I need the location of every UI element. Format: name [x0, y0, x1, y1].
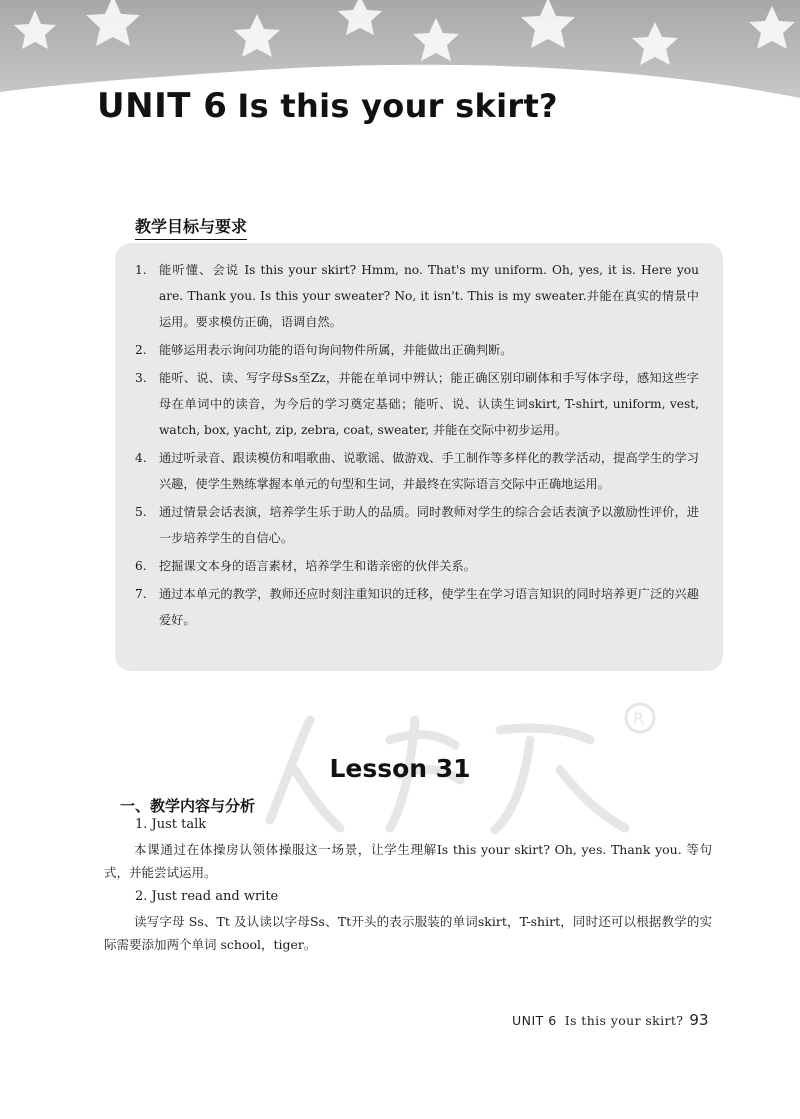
- objective-item: [135, 365, 699, 443]
- header-banner: [0, 0, 800, 150]
- objective-number: 2.: [135, 343, 147, 357]
- objective-item: [135, 445, 699, 497]
- objective-item: [135, 499, 699, 551]
- objective-item: [135, 553, 699, 579]
- part1-text: 本课通过在体操房认领体操服这一场景，让学生理解Is this your skirt? Oh, yes. Thank you. 等句式，并能尝试运用。: [104, 842, 712, 880]
- objective-item: [135, 581, 699, 633]
- objectives-heading: 教学目标与要求: [135, 214, 247, 240]
- part1-title: 1. Just talk: [135, 817, 207, 832]
- objective-number: 6.: [135, 559, 147, 573]
- objective-text: 挖掘课文本身的语言素材，培养学生和谐亲密的伙伴关系。: [159, 559, 476, 573]
- svg-text:R: R: [633, 709, 645, 728]
- objective-number: 3.: [135, 371, 147, 385]
- objective-number: 1.: [135, 263, 147, 277]
- objective-text: 能听懂、会说 Is this your skirt? Hmm, no. That's my uniform. Oh, yes, it is. Here you are. Thank you. Is this your sweater? No, it isn't. This is my sweater.并能在真实的情景中运用。要求模仿正确，语调自然。: [159, 263, 699, 329]
- unit-question: Is this your skirt?: [237, 87, 558, 125]
- objective-text: 能够运用表示询问功能的语句询问物件所属，并能做出正确判断。: [159, 343, 513, 357]
- footer-title: Is this your skirt?: [564, 1013, 684, 1028]
- page-number: 93: [689, 1011, 709, 1029]
- objective-number: 7.: [135, 587, 147, 601]
- page-footer: [512, 1011, 709, 1029]
- objective-item: [135, 337, 699, 363]
- unit-label: UNIT 6: [97, 86, 228, 126]
- objective-text: 通过本单元的教学，教师还应时刻注重知识的迁移，使学生在学习语言知识的同时培养更广泛的兴趣爱好。: [159, 587, 699, 627]
- part2-title: 2. Just read and write: [135, 889, 279, 904]
- objective-text: 通过情景会话表演，培养学生乐于助人的品质。同时教师对学生的综合会话表演予以激励性评价，进一步培养学生的自信心。: [159, 505, 699, 545]
- objective-text: 能听、说、读、写字母Ss至Zz，并能在单词中辨认；能正确区别印刷体和手写体字母，感知这些字母在单词中的读音，为今后的学习奠定基础；能听、说、认读生词skirt, T-shirt, uniform, vest, watch, box, yacht, zip, zebra, coat, sweater, 并能在交际中初步运用。: [159, 371, 699, 437]
- objective-text: 通过听录音、跟读模仿和唱歌曲、说歌谣、做游戏、手工制作等多样化的教学活动，提高学生的学习兴趣，使学生熟练掌握本单元的句型和生词，并最终在实际语言交际中正确地运用。: [159, 451, 699, 491]
- objective-number: 4.: [135, 451, 147, 465]
- objectives-box: [115, 243, 723, 671]
- footer-unit: UNIT 6: [512, 1013, 557, 1028]
- part2-text: 读写字母 Ss、Tt 及认读以字母Ss、Tt开头的表示服装的单词skirt，T-shirt，同时还可以根据教学的实际需要添加两个单词 school，tiger。: [104, 914, 712, 952]
- objectives-list: [135, 257, 699, 633]
- section-heading: 一、教学内容与分析: [120, 797, 256, 815]
- unit-title: [97, 86, 558, 126]
- lesson-title: Lesson 31: [329, 754, 471, 783]
- objective-item: [135, 257, 699, 335]
- objective-number: 5.: [135, 505, 147, 519]
